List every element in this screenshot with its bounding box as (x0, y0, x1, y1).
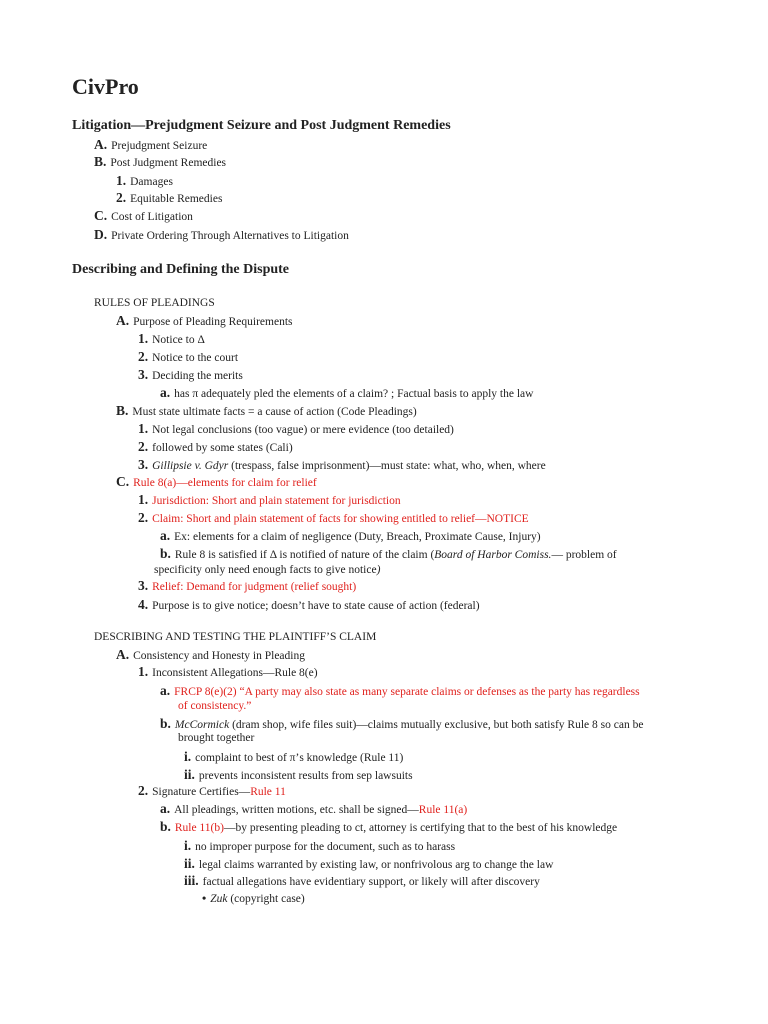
outline-marker: B. (116, 403, 129, 418)
highlighted-text: Rule 8(a)—elements for claim for relief (133, 477, 317, 489)
line-text: Consistency and Honesty in Pleading (133, 650, 305, 662)
outline-marker: a. (160, 385, 171, 400)
line-text: McCormick (174, 719, 230, 731)
outline-line (94, 208, 193, 225)
outline-line (116, 647, 305, 664)
outline-line (138, 492, 401, 509)
outline-line (184, 767, 413, 784)
line-text: (dram shop, wife files suit)—claims mutually exclusive, but both satisfy Rule 8 so can be (229, 719, 644, 731)
highlighted-text: Claim: Short and plain statement of facts for showing entitled to relief—NOTICE (152, 513, 529, 525)
outline-marker: 2. (116, 190, 127, 205)
outline-marker: 2. (138, 439, 149, 454)
line-text: specificity only need enough facts to give notice (154, 564, 377, 576)
outline-line (160, 819, 617, 836)
outline-line (160, 546, 617, 563)
line-text: has π adequately pled the elements of a claim? ; Factual basis to apply the law (174, 388, 534, 400)
outline-line (138, 664, 318, 681)
outline-marker: A. (116, 313, 130, 328)
outline-line (138, 421, 454, 438)
highlighted-text: Rule 11(b) (174, 822, 224, 834)
outline-marker: 3. (138, 578, 149, 593)
highlighted-text: Jurisdiction: Short and plain statement for jurisdiction (152, 495, 401, 507)
outline-marker: a. (160, 528, 171, 543)
outline-line (160, 528, 541, 545)
outline-marker: b. (160, 819, 171, 834)
outline-line (94, 137, 207, 154)
line-text: Prejudgment Seizure (111, 140, 208, 152)
outline-line (160, 385, 533, 402)
line-text: Purpose is to give notice; doesn’t have to state cause of action (federal) (152, 600, 480, 612)
outline-marker: 1. (138, 664, 149, 679)
line-text: complaint to best of π’s knowledge (Rule 11) (195, 752, 404, 764)
line-text: brought together (178, 732, 255, 744)
line-text: Zuk (210, 893, 228, 905)
line-text: ) (376, 564, 381, 576)
outline-line (138, 597, 480, 614)
line-text: —by presenting pleading to ct, attorney is certifying that to the best of his knowledge (223, 822, 618, 834)
highlighted-text: FRCP 8(e)(2) “A party may also state as many separate claims or defenses as the party has regardless (174, 686, 640, 698)
highlighted-text: Rule 11(a) (418, 804, 468, 816)
section-heading: Describing and Defining the Dispute (72, 262, 290, 277)
outline-marker: 1. (116, 173, 127, 188)
line-text: RULES OF PLEADINGS (94, 297, 215, 309)
outline-line (116, 190, 222, 207)
outline-line (138, 367, 243, 384)
outline-line (138, 783, 286, 800)
outline-marker: 3. (138, 367, 149, 382)
line-text: Board of Harbor Comiss. (434, 549, 552, 561)
bullet-marker: • (202, 891, 207, 905)
line-text: (trespass, false imprisonment)—must state: what, who, when, where (228, 460, 546, 472)
outline-marker: C. (116, 474, 130, 489)
line-text: legal claims warranted by existing law, or nonfrivolous arg to change the law (198, 859, 554, 871)
outline-line (138, 578, 356, 595)
outline-line (116, 474, 317, 491)
line-text: Ex: elements for a claim of negligence (Duty, Breach, Proximate Cause, Injury) (174, 531, 541, 543)
outline-line (154, 563, 380, 578)
outline-line (184, 749, 403, 766)
line-text: Must state ultimate facts = a cause of action (Code Pleadings) (132, 406, 417, 418)
line-text: Signature Certifies— (152, 786, 251, 798)
outline-line (160, 683, 640, 700)
line-text: Cost of Litigation (111, 211, 193, 223)
outline-marker: A. (94, 137, 108, 152)
outline-marker: 2. (138, 783, 149, 798)
outline-marker: 3. (138, 457, 149, 472)
outline-line (202, 891, 305, 907)
outline-line (138, 439, 293, 456)
outline-marker: i. (184, 749, 192, 764)
line-text: Private Ordering Through Alternatives to Litigation (111, 230, 349, 242)
outline-line (116, 403, 417, 420)
outline-line (138, 331, 205, 348)
outline-line (184, 873, 540, 890)
outline-line (138, 349, 238, 366)
outline-marker: b. (160, 546, 171, 561)
line-text: Deciding the merits (152, 370, 243, 382)
document-title: CivPro (72, 74, 139, 99)
line-text: (copyright case) (227, 893, 305, 905)
line-text: Gillipsie v. Gdyr (152, 460, 229, 472)
highlighted-text: Relief: Demand for judgment (relief sought) (152, 581, 357, 593)
outline-marker: B. (94, 154, 107, 169)
outline-line (116, 173, 173, 190)
outline-marker: 1. (138, 421, 149, 436)
line-text: DESCRIBING AND TESTING THE PLAINTIFF’S CLAIM (94, 631, 377, 643)
line-text: — problem of (551, 549, 617, 561)
line-text: Notice to Δ (152, 334, 205, 346)
outline-line (94, 154, 226, 171)
outline-marker: 1. (138, 492, 149, 507)
line-text: Post Judgment Remedies (110, 157, 227, 169)
line-text: Purpose of Pleading Requirements (133, 316, 293, 328)
line-text: Equitable Remedies (130, 193, 223, 205)
outline-marker: C. (94, 208, 108, 223)
line-text: Rule 8 is satisfied if Δ is notified of nature of the claim ( (174, 549, 435, 561)
outline-line (138, 457, 546, 474)
outline-marker: 4. (138, 597, 149, 612)
outline-line (178, 699, 251, 714)
outline-line (94, 227, 349, 244)
line-text: Inconsistent Allegations—Rule 8(e) (152, 667, 318, 679)
outline-line (116, 313, 293, 330)
line-text: Damages (130, 176, 173, 188)
outline-marker: 2. (138, 510, 149, 525)
highlighted-text: of consistency.” (178, 700, 252, 712)
outline-marker: b. (160, 716, 171, 731)
highlighted-text: Rule 11 (250, 786, 286, 798)
line-text: All pleadings, written motions, etc. shall be signed— (174, 804, 419, 816)
outline-marker: a. (160, 801, 171, 816)
line-text: no improper purpose for the document, such as to harass (195, 841, 456, 853)
outline-marker: ii. (184, 767, 195, 782)
outline-marker: iii. (184, 873, 199, 888)
line-text: prevents inconsistent results from sep lawsuits (198, 770, 413, 782)
outline-line (138, 510, 529, 527)
line-text: followed by some states (Cali) (152, 442, 293, 454)
outline-marker: A. (116, 647, 130, 662)
outline-marker: i. (184, 838, 192, 853)
section-heading: Litigation—Prejudgment Seizure and Post Judgment Remedies (72, 118, 451, 133)
outline-line (178, 731, 254, 746)
outline-marker: a. (160, 683, 171, 698)
outline-marker: 1. (138, 331, 149, 346)
outline-line (160, 801, 467, 818)
line-text: Notice to the court (152, 352, 239, 364)
outline-line (184, 838, 455, 855)
outline-marker: ii. (184, 856, 195, 871)
outline-line (94, 630, 376, 645)
outline-line (94, 296, 215, 311)
line-text: factual allegations have evidentiary support, or likely will after discovery (202, 876, 540, 888)
outline-marker: 2. (138, 349, 149, 364)
outline-marker: D. (94, 227, 108, 242)
outline-line (184, 856, 553, 873)
line-text: Not legal conclusions (too vague) or mere evidence (too detailed) (152, 424, 454, 436)
